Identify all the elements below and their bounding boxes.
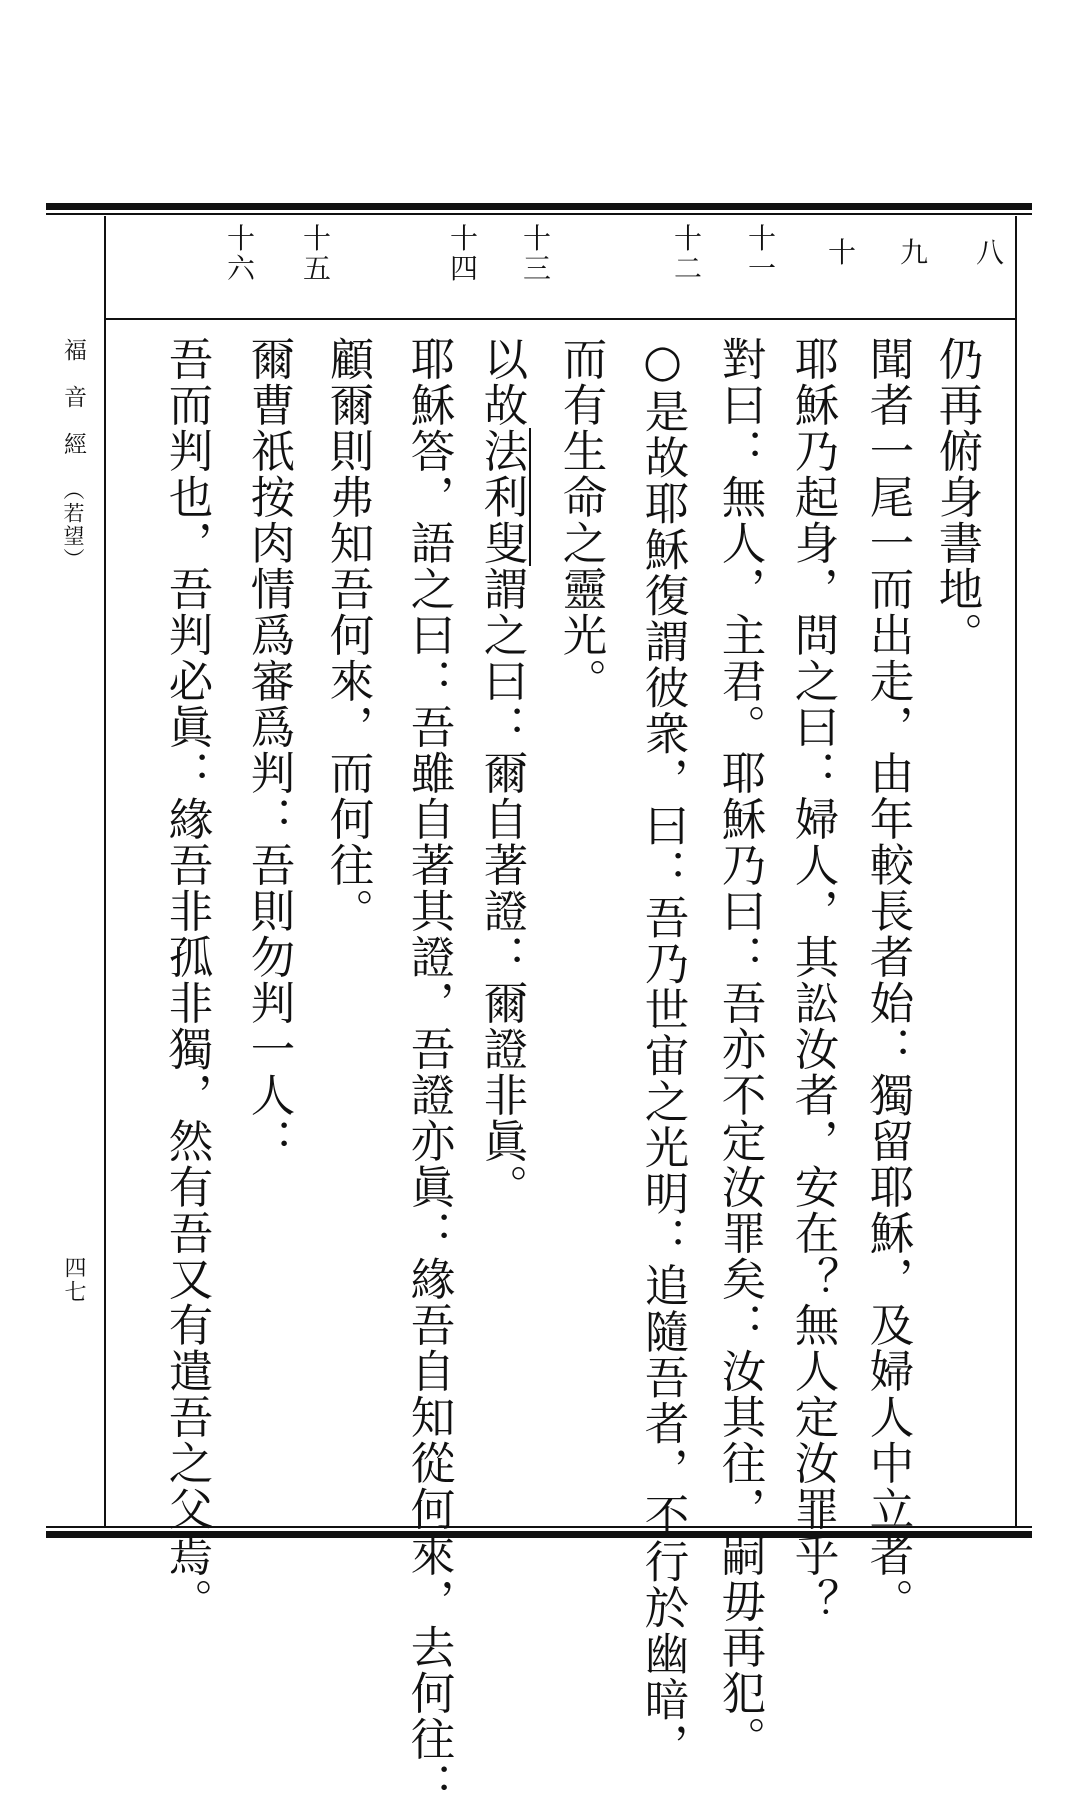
- running-title: [52, 338, 94, 571]
- text-segment: 謂之曰：爾自著證：爾證非眞。: [476, 566, 527, 1210]
- text-column: [470, 336, 532, 1516]
- book-title: 福音經: [60, 338, 86, 479]
- verse-number: 九: [899, 236, 928, 269]
- text-column: 聞者一尾一而出走，由年較長者始：獨留耶穌，及婦人中立者。: [862, 336, 913, 1624]
- verse-number: 十一: [747, 222, 776, 285]
- text-column: 吾而判也，吾判必眞：緣吾非孤非獨，然有吾又有遣吾之父焉。: [161, 336, 212, 1624]
- text-column: 仍再俯身書地。: [931, 336, 982, 658]
- verse-number: 十六: [226, 222, 255, 285]
- text-column: ○是故耶穌復謂彼衆，曰：吾乃世宙之光明：追隨吾者，不行於幽暗，: [637, 336, 688, 1769]
- text-column: 耶穌答，語之曰：吾雖自著其證，吾證亦眞：緣吾自知從何來，去何往：: [403, 336, 454, 1808]
- verse-number-divider: [104, 318, 1017, 320]
- verse-number: 八: [975, 236, 1004, 269]
- proper-name-marked: 法利叟: [476, 428, 531, 566]
- book-subtitle: （若望）: [61, 479, 85, 571]
- verse-number: 十二: [673, 222, 702, 285]
- verse-number: 十三: [522, 222, 551, 285]
- text-column: 對曰：無人，主君。耶穌乃曰：吾亦不定汝罪矣：汝其往，嗣毋再犯。: [714, 336, 765, 1762]
- verse-number: 十四: [449, 222, 478, 285]
- text-column: 耶穌乃起身，問之曰：婦人，其訟汝者，安在？無人定汝罪乎？: [787, 336, 838, 1624]
- text-column: 而有生命之靈光。: [555, 336, 606, 704]
- text-column: 顧爾則弗知吾何來，而何往。: [322, 336, 373, 934]
- verse-number: 十五: [302, 222, 331, 285]
- frame-right-rule: [1015, 216, 1017, 1526]
- verse-number-band: [106, 222, 1016, 308]
- text-column: 爾曹祇按肉情爲審爲判：吾則勿判一人：: [243, 336, 294, 1164]
- verse-number: 十: [827, 236, 856, 269]
- page-number: 四七: [61, 1256, 86, 1304]
- frame-top-rule: [46, 203, 1032, 215]
- frame-left-rule: [104, 216, 106, 1526]
- text-segment: 以故: [476, 336, 527, 428]
